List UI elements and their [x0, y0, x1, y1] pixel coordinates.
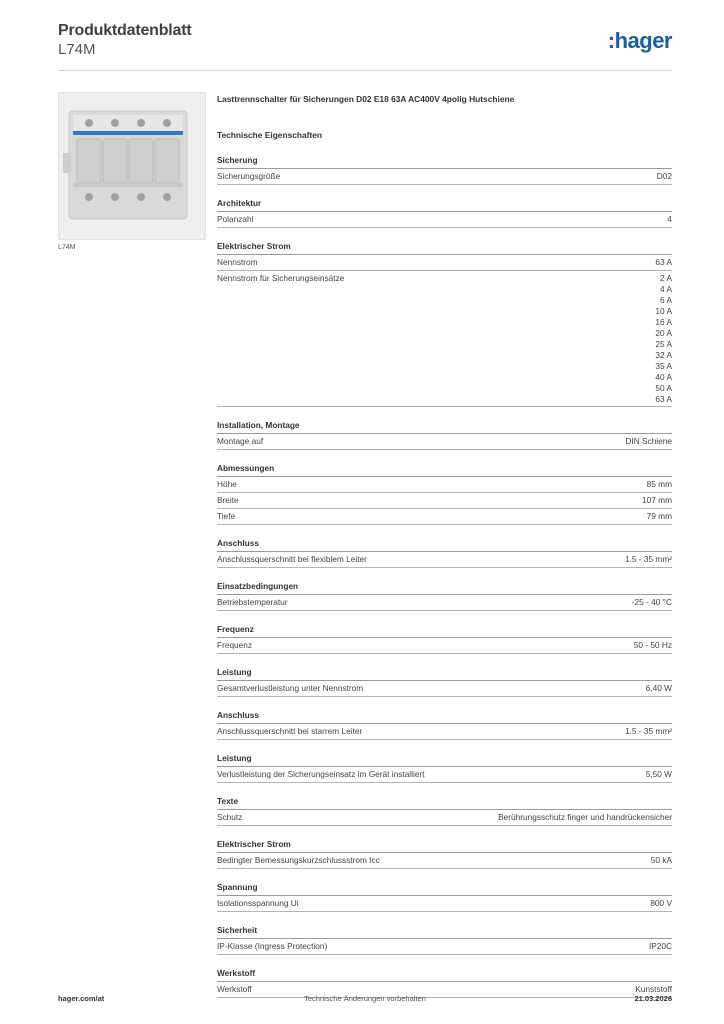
section-title: Leistung: [217, 666, 672, 681]
tech-heading: Technische Eigenschaften: [217, 130, 323, 140]
spec-label: Frequenz: [217, 640, 253, 650]
spec-label: Isolationsspannung Ui: [217, 898, 299, 908]
spec-label: Betriebstemperatur: [217, 597, 288, 607]
spec-row: [217, 493, 672, 509]
spec-row: [217, 681, 672, 697]
section-title: Frequenz: [217, 623, 672, 638]
section-title: Texte: [217, 795, 672, 810]
spec-value: 10 A: [655, 306, 672, 316]
spec-value: 50 - 50 Hz: [633, 640, 672, 650]
section-sicherung: [217, 154, 672, 185]
spec-value: Berührungsschutz finger und handrückensicher: [498, 812, 672, 822]
spec-value: 35 A: [655, 361, 672, 371]
section-title: Abmessungen: [217, 462, 672, 477]
spec-label: Polanzahl: [217, 214, 254, 224]
spec-value: 50 kA: [650, 855, 672, 865]
section-title: Einsatzbedingungen: [217, 580, 672, 595]
section-leistung: [217, 666, 672, 697]
section-spannung: [217, 881, 672, 912]
spec-value: D02: [656, 171, 672, 181]
spec-row: [217, 434, 672, 450]
spec-value: 5,50 W: [645, 769, 672, 779]
spec-label: Breite: [217, 495, 239, 505]
page-footer: [58, 994, 672, 1008]
section-title: Anschluss: [217, 709, 672, 724]
section-title: Elektrischer Strom: [217, 838, 672, 853]
section-title: Anschluss: [217, 537, 672, 552]
spec-content: [217, 92, 672, 998]
spec-label: Anschlussquerschnitt bei starrem Leiter: [217, 726, 363, 736]
doc-title: Produktdatenblatt: [58, 22, 192, 39]
spec-value: 85 mm: [646, 479, 672, 489]
spec-value: 6 A: [660, 295, 672, 305]
spec-row: [217, 939, 672, 955]
hager-logo: :hager: [607, 28, 672, 53]
spec-value: 40 A: [655, 372, 672, 382]
spec-value: 1.5 - 35 mm²: [624, 726, 672, 736]
spec-value-list: [655, 273, 672, 405]
switch-disconnector-illustration: [59, 93, 205, 239]
spec-label: Sicherungsgröße: [217, 171, 281, 181]
section-title: Spannung: [217, 881, 672, 896]
spec-value: 20 A: [655, 328, 672, 338]
spec-label: Nennstrom: [217, 257, 258, 267]
footer-disclaimer: Technische Änderungen vorbehalten: [304, 994, 426, 1003]
spec-row: [217, 724, 672, 740]
spec-value: DIN Schiene: [625, 436, 672, 446]
spec-value: 25 A: [655, 339, 672, 349]
spec-label: Werkstoff: [217, 984, 252, 994]
section-title: Leistung: [217, 752, 672, 767]
spec-row: [217, 595, 672, 611]
section-architektur: [217, 197, 672, 228]
spec-value: 800 V: [650, 898, 672, 908]
spec-row: [217, 767, 672, 783]
section-abmessungen: [217, 462, 672, 525]
section-title: Installation, Montage: [217, 419, 672, 434]
product-image: [58, 92, 206, 240]
spec-value: 6,40 W: [645, 683, 672, 693]
spec-row: [217, 212, 672, 228]
image-caption: L74M: [58, 244, 76, 251]
spec-row: [217, 896, 672, 912]
section-title: Sicherheit: [217, 924, 672, 939]
spec-row: [217, 638, 672, 654]
section-frequenz: [217, 623, 672, 654]
spec-value: Kunststoff: [635, 984, 672, 994]
spec-label: Verlustleistung der Sicherungseinsatz im Gerät installiert: [217, 769, 425, 779]
footer-website: hager.com/at: [58, 994, 105, 1003]
spec-label: Bedingter Bemessungskurzschlussstrom Icc: [217, 855, 380, 865]
spec-label: Anschlussquerschnitt bei flexiblem Leiter: [217, 554, 367, 564]
page-header: [58, 22, 672, 71]
spec-label: Tiefe: [217, 511, 236, 521]
product-name: Lasttrennschalter für Sicherungen D02 E18 63A AC400V 4polig Hutschiene: [217, 94, 515, 104]
section-title: Elektrischer Strom: [217, 240, 672, 255]
spec-value: 1.5 - 35 mm²: [624, 554, 672, 564]
spec-value: 4 A: [660, 284, 672, 294]
section-sicherheit: [217, 924, 672, 955]
spec-value: 50 A: [655, 383, 672, 393]
spec-row: [217, 509, 672, 525]
section-title: Sicherung: [217, 154, 672, 169]
spec-value: 107 mm: [642, 495, 672, 505]
spec-row: [217, 853, 672, 869]
spec-value: 32 A: [655, 350, 672, 360]
spec-value: 79 mm: [646, 511, 672, 521]
section-texte: [217, 795, 672, 826]
section-leistung-2: [217, 752, 672, 783]
spec-row: [217, 477, 672, 493]
section-einsatzbedingungen: [217, 580, 672, 611]
spec-label: Schutz: [217, 812, 243, 822]
section-elektrischer-strom-2: [217, 838, 672, 869]
section-title: Architektur: [217, 197, 672, 212]
spec-value: 4: [667, 214, 672, 224]
spec-label: Höhe: [217, 479, 237, 489]
spec-row: [217, 810, 672, 826]
spec-value: IP20C: [648, 941, 672, 951]
spec-value: 2 A: [660, 273, 672, 283]
section-installation: [217, 419, 672, 450]
spec-row: [217, 552, 672, 568]
spec-value: 16 A: [655, 317, 672, 327]
section-anschluss-2: [217, 709, 672, 740]
spec-value: -25 - 40 °C: [631, 597, 672, 607]
spec-row: [217, 271, 672, 407]
spec-value: 63 A: [655, 257, 672, 267]
spec-label: Montage auf: [217, 436, 264, 446]
footer-date: 21.03.2026: [634, 994, 672, 1003]
spec-row: [217, 255, 672, 271]
spec-label: IP-Klasse (Ingress Protection): [217, 941, 328, 951]
section-anschluss: [217, 537, 672, 568]
section-title: Werkstoff: [217, 967, 672, 982]
section-elektrischer-strom: [217, 240, 672, 407]
product-code: L74M: [58, 41, 96, 58]
spec-value: 63 A: [655, 394, 672, 404]
spec-row: [217, 169, 672, 185]
spec-label: Nennstrom für Sicherungseinsätze: [217, 273, 345, 283]
spec-label: Gesamtverlustleistung unter Nennstrom: [217, 683, 364, 693]
